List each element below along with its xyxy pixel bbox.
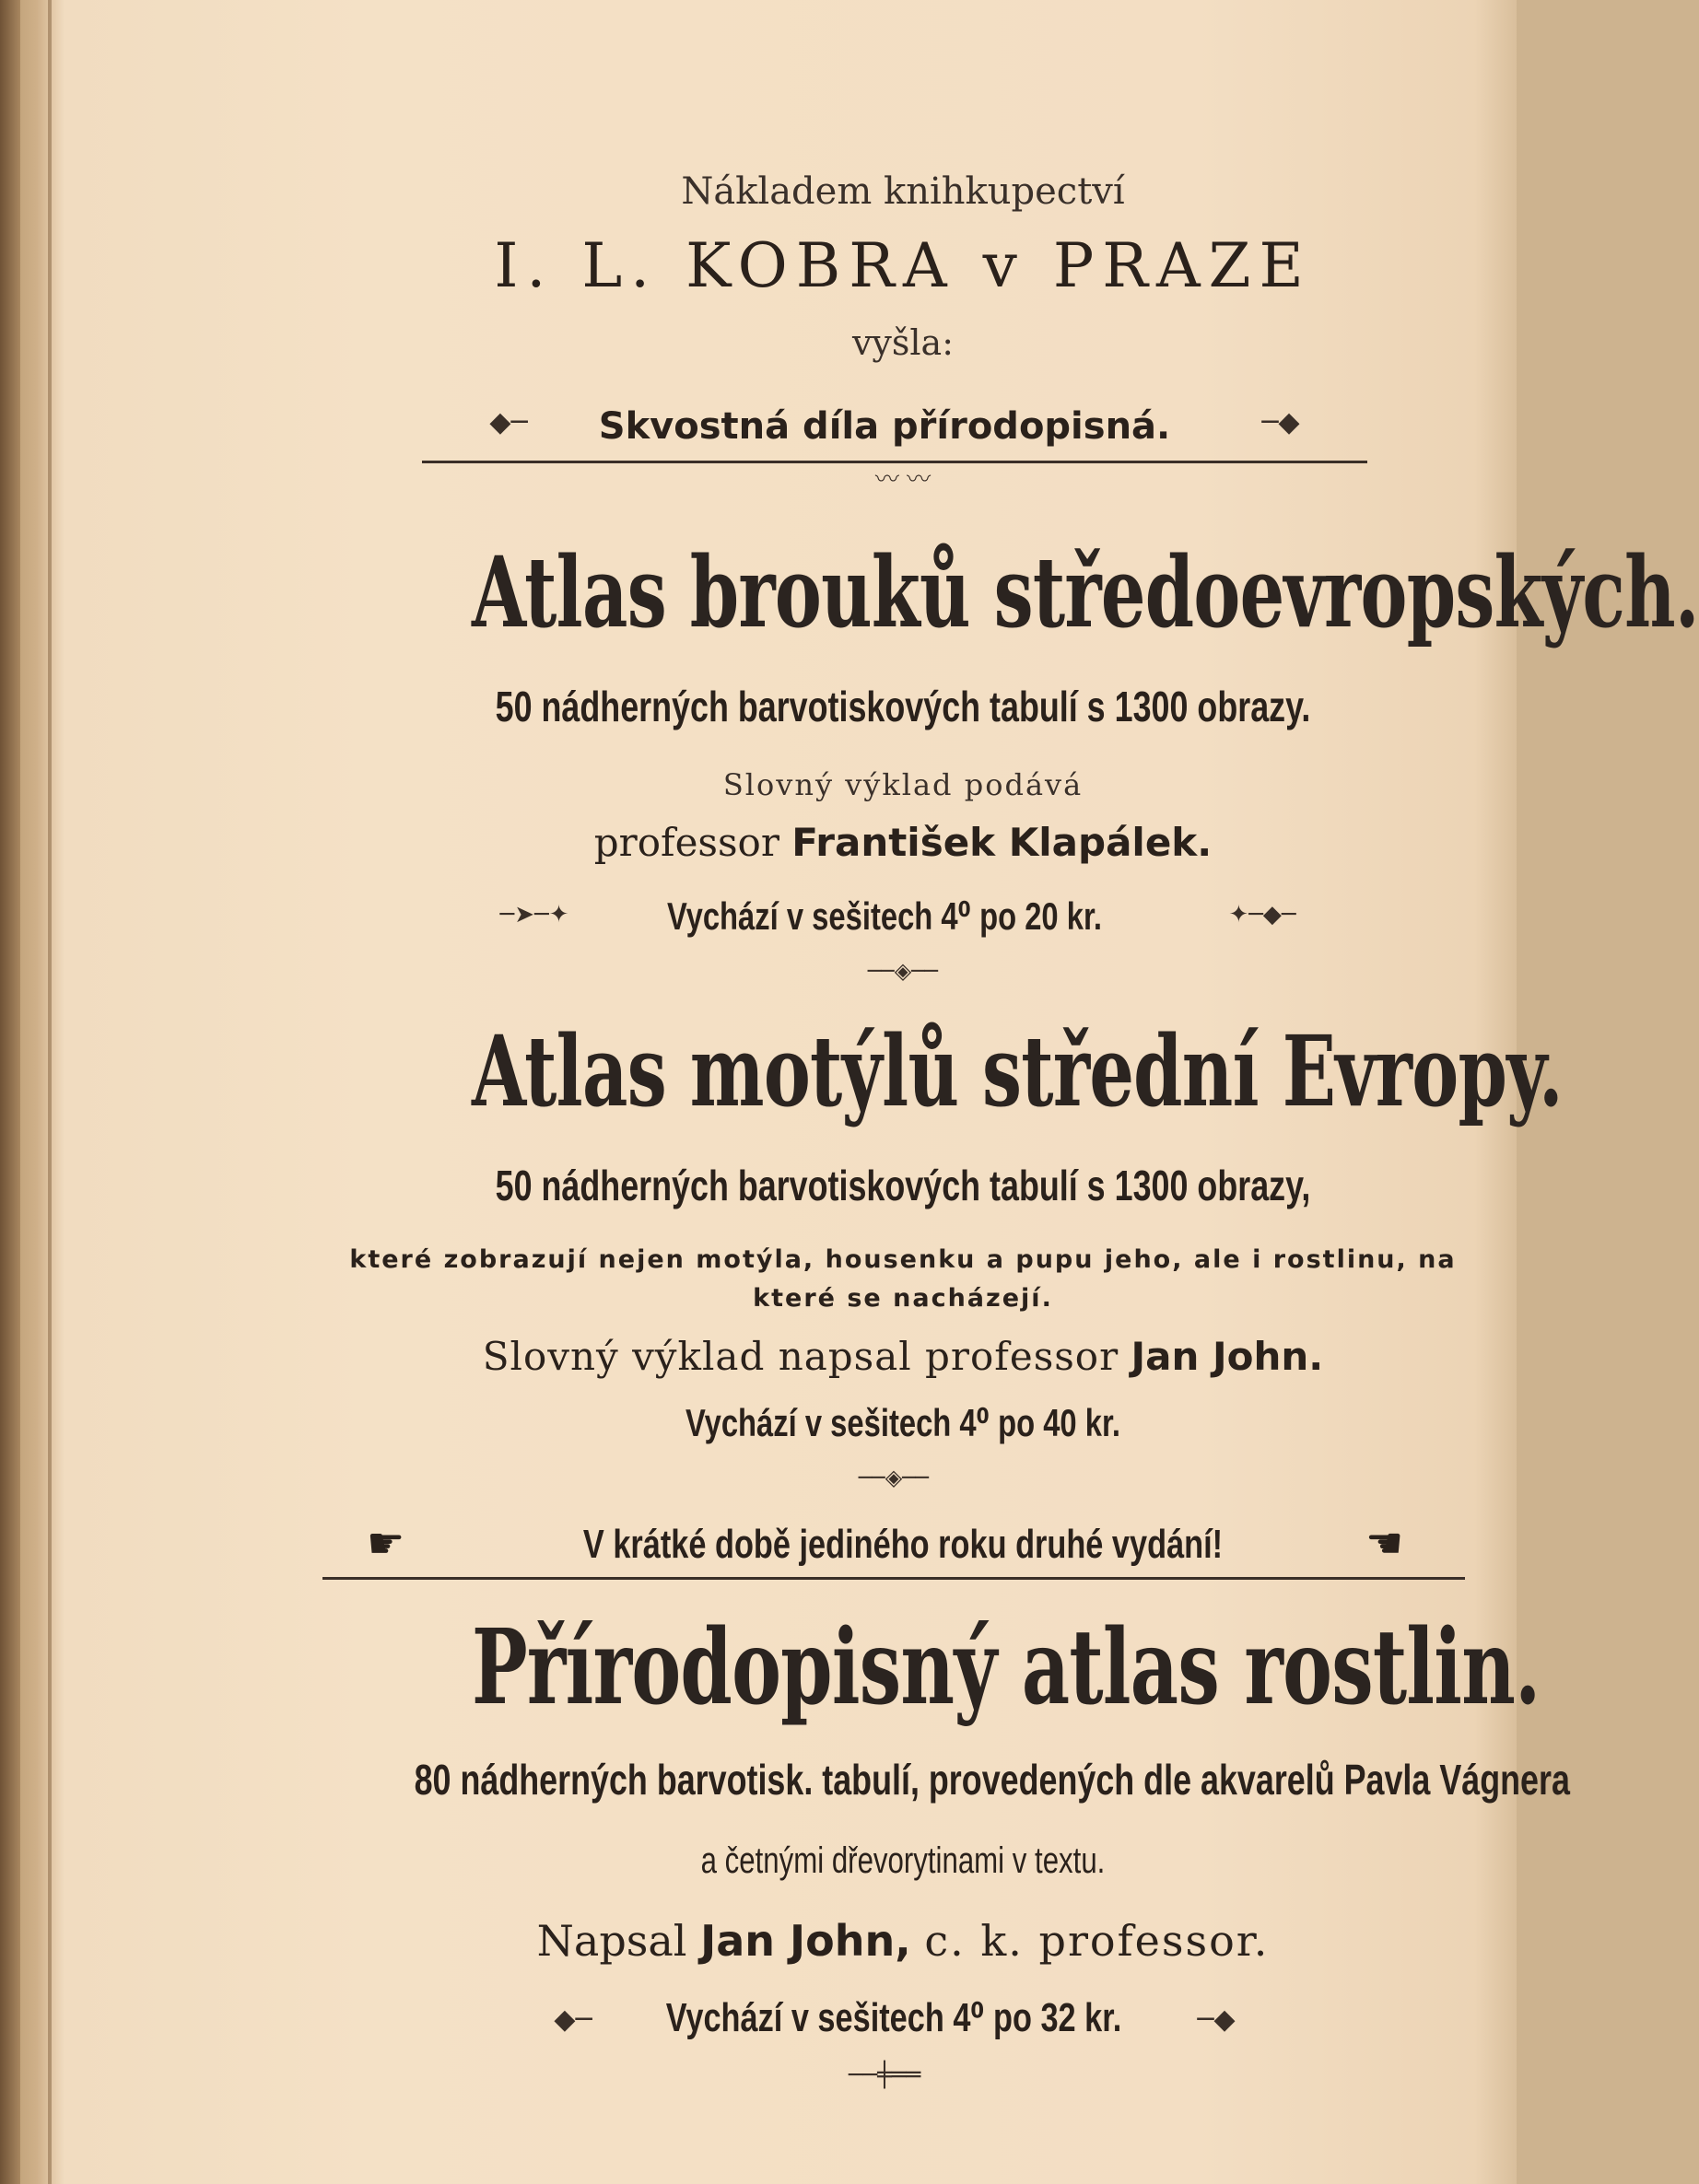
pointing-hand-left-icon: ☚ xyxy=(1365,1518,1404,1568)
atlas-butterflies-desc-2: které se nacházejí. xyxy=(753,1284,1053,1313)
author-name: Jan John, xyxy=(700,1916,911,1966)
arrow-ornament-icon: ◆─ xyxy=(554,2003,592,2036)
end-ornament-icon: ──╪══ xyxy=(848,2061,921,2089)
atlas-beetles-subtitle: 50 nádherných barvotiskových tabulí s 1300 obrazy. xyxy=(495,683,1311,730)
atlas-butterflies-desc-1: které zobrazují nejen motýla, housenku a pupu jeho, ale i rostlinu, na xyxy=(349,1245,1457,1274)
atlas-butterflies-author xyxy=(304,1334,1502,1379)
atlas-plants-title: Přírodopisný atlas rostlin. xyxy=(471,1607,1541,1728)
arrow-ornament-icon: ─➤─✦ xyxy=(499,901,569,928)
atlas-butterflies-title: Atlas motýlů střední Evropy. xyxy=(471,1013,1563,1128)
atlas-beetles-issue: Vychází v sešitech 4⁰ po 20 kr. xyxy=(666,894,1103,938)
section-header: Skvostná díla přírodopisná. xyxy=(598,405,1171,448)
book-spine-shadow xyxy=(0,0,20,2184)
publisher-line-3: vyšla: xyxy=(851,322,955,363)
notice-rule xyxy=(322,1577,1465,1580)
author-prefix: Napsal xyxy=(536,1916,687,1966)
publisher-line-1: Nákladem knihkupectví xyxy=(681,170,1125,213)
arrow-ornament-icon: ◆─ xyxy=(489,406,528,438)
author-name: František Klapálek. xyxy=(791,820,1213,865)
flourish-ornament-icon: 〰 〰 xyxy=(874,466,932,494)
author-prefix: professor xyxy=(593,820,779,865)
atlas-plants-author xyxy=(304,1916,1502,1966)
atlas-butterflies-issue: Vychází v sešitech 4⁰ po 40 kr. xyxy=(685,1401,1121,1444)
publisher-name: I. L. KOBRA v PRAZE xyxy=(494,230,1312,301)
atlas-butterflies-subtitle: 50 nádherných barvotiskových tabulí s 1300 obrazy, xyxy=(495,1162,1311,1209)
arrow-ornament-icon: ─◆ xyxy=(1261,406,1300,438)
pointing-hand-right-icon: ☛ xyxy=(367,1518,405,1568)
atlas-plants-issue: Vychází v sešitech 4⁰ po 32 kr. xyxy=(665,1995,1122,2040)
arrow-ornament-icon: ✦─◆─ xyxy=(1228,901,1296,928)
atlas-plants-subtitle: 80 nádherných barvotisk. tabulí, provedených dle akvarelů Pavla Vágnera xyxy=(414,1756,1570,1804)
author-name: Jan John. xyxy=(1131,1334,1324,1379)
second-edition-notice: V krátké době jediného roku druhé vydání! xyxy=(582,1522,1224,1567)
divider-ornament-icon: ──◈── xyxy=(867,958,939,984)
author-prefix: Slovný výklad napsal professor xyxy=(482,1334,1119,1379)
atlas-beetles-author xyxy=(304,820,1502,865)
author-suffix: c. k. professor. xyxy=(924,1916,1270,1966)
divider-ornament-icon: ──◈── xyxy=(858,1465,930,1490)
book-spine-edge xyxy=(48,0,52,2184)
atlas-beetles-title: Atlas brouků středoevropských. xyxy=(471,534,1699,649)
atlas-beetles-text: Slovný výklad podává xyxy=(722,767,1084,802)
arrow-ornament-icon: ─◆ xyxy=(1197,2003,1236,2036)
atlas-plants-subtitle-2: a četnými dřevorytinami v textu. xyxy=(700,1840,1106,1881)
